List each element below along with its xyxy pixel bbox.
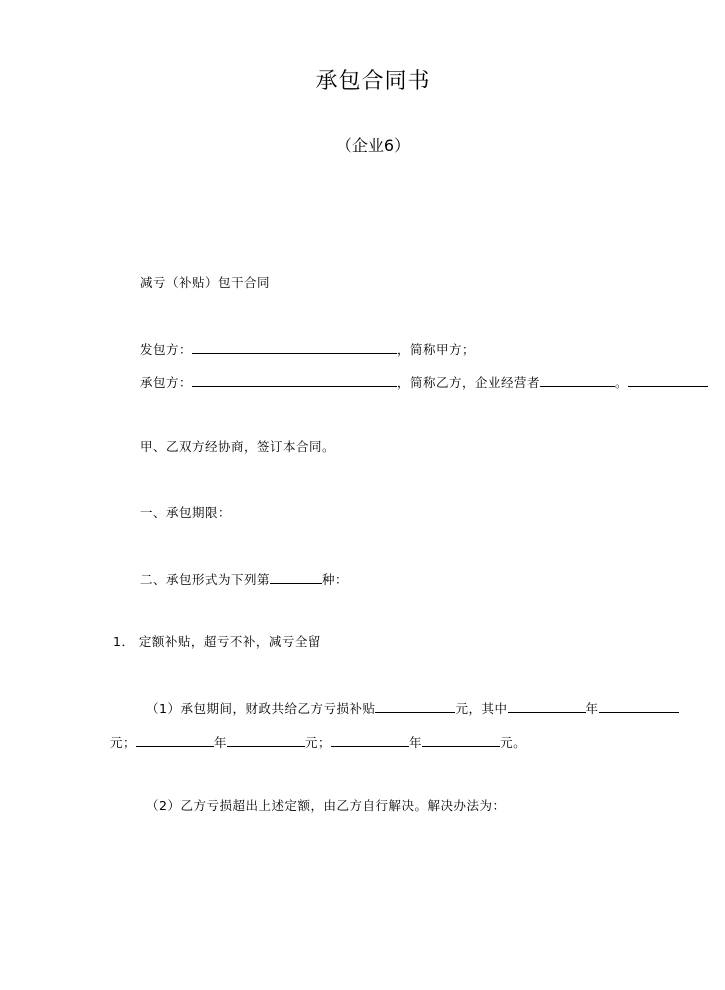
- clause-1-continuation: [110, 732, 526, 752]
- party-b-dot: 。: [615, 375, 629, 390]
- clause-1-yuan: 元，: [455, 701, 482, 716]
- amount-3-field[interactable]: [422, 732, 500, 747]
- contract-heading: 减亏（补贴）包干合同: [140, 275, 271, 290]
- section-contract-form-text: 二、承包形式为下列第: [140, 572, 271, 587]
- party-b-line: [140, 372, 708, 392]
- clause-1-cont-yuan2: 元；: [305, 735, 332, 750]
- year-3-field[interactable]: [331, 732, 409, 747]
- document-subtitle: （企业6）: [335, 136, 411, 155]
- clause-1-cont-nian1: 年: [214, 735, 228, 750]
- section-contract-term: 一、承包期限：: [140, 505, 232, 520]
- party-a-label: 发包方：: [140, 342, 193, 357]
- document-title: 承包合同书: [315, 69, 431, 94]
- party-b-label: 承包方：: [140, 375, 193, 390]
- party-b-suffix: ，简称乙方，企业经营者: [397, 375, 541, 390]
- party-a-suffix: ，简称甲方；: [397, 342, 476, 357]
- clause-1-cont-yuan3: 元。: [500, 735, 527, 750]
- clause-1-cont-nian2: 年: [409, 735, 423, 750]
- year-2-field[interactable]: [136, 732, 214, 747]
- item-fixed-subsidy: 1． 定额补贴，超亏不补，减亏全留: [113, 634, 321, 649]
- party-b-extra-field[interactable]: [628, 372, 708, 387]
- party-b-name-field[interactable]: [192, 372, 397, 387]
- operator-name-field[interactable]: [540, 372, 615, 387]
- party-a-line: [140, 339, 475, 359]
- clause-1-line: [146, 698, 679, 718]
- amount-2-field[interactable]: [227, 732, 305, 747]
- section-contract-form-suffix: 种：: [322, 572, 349, 587]
- amount-1-field[interactable]: [599, 698, 679, 713]
- total-subsidy-field[interactable]: [375, 698, 455, 713]
- agreement-statement: 甲、乙双方经协商，签订本合同。: [140, 439, 336, 454]
- year-1-field[interactable]: [508, 698, 586, 713]
- contract-form-choice-field[interactable]: [270, 569, 322, 584]
- party-a-name-field[interactable]: [192, 339, 397, 354]
- clause-1-qizhong: 其中: [481, 701, 508, 716]
- clause-1-cont-yuan1: 元；: [110, 735, 137, 750]
- clause-1-prefix: （1）承包期间，财政共给乙方亏损补贴: [146, 701, 376, 716]
- clause-1-nian: 年: [585, 701, 599, 716]
- clause-2-line: （2）乙方亏损超出上述定额，由乙方自行解决。解决办法为：: [146, 798, 506, 813]
- section-contract-form: [140, 569, 348, 589]
